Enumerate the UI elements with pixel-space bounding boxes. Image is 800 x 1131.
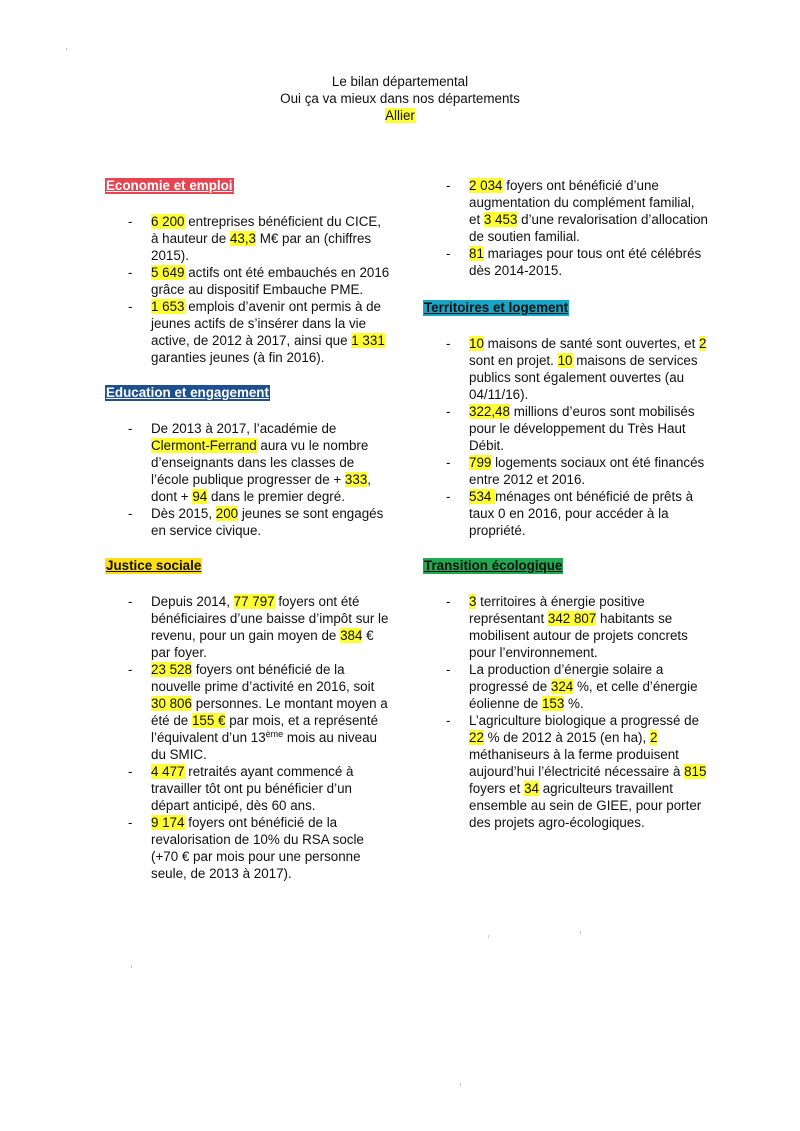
scan-speck [131,965,132,968]
list-item: - 81 mariages pour tous ont été célébrés dès 2014-2015. [469,245,708,279]
list-item: - 9 174 foyers ont bénéficié de la revalorisation de 10% du RSA socle (+70 € par mois pour une personne seule, de 2013 à 2017). [151,814,390,882]
list-economie [105,213,390,366]
section-title-economie: Economie et emploi [106,178,233,193]
list-item: - De 2013 à 2017, l’académie de Clermont-Ferrand aura vu le nombre d’enseignants dans les classes de l’école publique progresser de + 333, dont + 94 dans le premier degré. [151,420,390,505]
list-territoires [423,335,708,539]
scan-speck [66,48,67,51]
scan-speck [488,935,489,938]
list-item: - L’agriculture biologique a progressé de 22 % de 2012 à 2015 (en ha), 2 méthaniseurs à la ferme produisent aujourd’hui l’électricité nécessaire à 815 foyers et 34 agriculteurs travaillent ensemble au sein de GIEE, pour porter des projets agro-écologiques. [469,712,708,831]
left-column [105,177,390,900]
list-item: - La production d’énergie solaire a progressé de 324 %, et celle d’énergie éolienne de 153 %. [469,661,708,712]
list-item: - 1 653 emplois d’avenir ont permis à de jeunes actifs de s’insérer dans la vie active, de 2012 à 2017, ainsi que 1 331 garanties jeunes (à fin 2016). [151,298,390,366]
list-item: - 5 649 actifs ont été embauchés en 2016 grâce au dispositif Embauche PME. [151,264,390,298]
list-item: - 534 ménages ont bénéficié de prêts à taux 0 en 2016, pour accéder à la propriété. [469,488,708,539]
list-justice-continued [423,177,708,279]
list-item: - 4 477 retraités ayant commencé à travailler tôt ont pu bénéficier d’un départ anticipé, dès 60 ans. [151,763,390,814]
department-name: Allier [385,108,415,123]
section-title-justice: Justice sociale [106,558,202,573]
list-transition [423,593,708,831]
list-item: - 3 territoires à énergie positive représentant 342 807 habitants se mobilisent autour de projets concrets pour l’environnement. [469,593,708,661]
list-item: - 322,48 millions d’euros sont mobilisés pour le développement du Très Haut Débit. [469,403,708,454]
document-header [0,73,800,124]
section-title-territoires: Territoires et logement [424,300,569,315]
list-item: - Dès 2015, 200 jeunes se sont engagés en service civique. [151,505,390,539]
list-item: - 10 maisons de santé sont ouvertes, et 2 sont en projet. 10 maisons de services publics sont également ouvertes (au 04/11/16). [469,335,708,403]
list-item: - Depuis 2014, 77 797 foyers ont été bénéficiaires d’une baisse d’impôt sur le revenu, pour un gain moyen de 384 € par foyer. [151,593,390,661]
list-item: - 6 200 entreprises bénéficient du CICE, à hauteur de 43,3 M€ par an (chiffres 2015). [151,213,390,264]
scan-speck [460,1083,461,1086]
section-title-education: Education et engagement [106,385,269,400]
doc-subtitle: Oui ça va mieux dans nos départements [280,91,520,106]
list-item: - 799 logements sociaux ont été financés entre 2012 et 2016. [469,454,708,488]
doc-title: Le bilan départemental [331,74,469,89]
right-column [423,177,708,849]
section-title-transition: Transition écologique [424,558,563,573]
list-justice [105,593,390,882]
list-item: - 2 034 foyers ont bénéficié d’une augmentation du complément familial, et 3 453 d’une revalorisation d’allocation de soutien familial. [469,177,708,245]
scan-speck [580,931,581,934]
list-item: - 23 528 foyers ont bénéficié de la nouvelle prime d’activité en 2016, soit 30 806 personnes. Le montant moyen a été de 155 € par mois, et a représenté l’équivalent d’un 13ème mois au niveau du SMIC. [151,661,390,763]
list-education [105,420,390,539]
